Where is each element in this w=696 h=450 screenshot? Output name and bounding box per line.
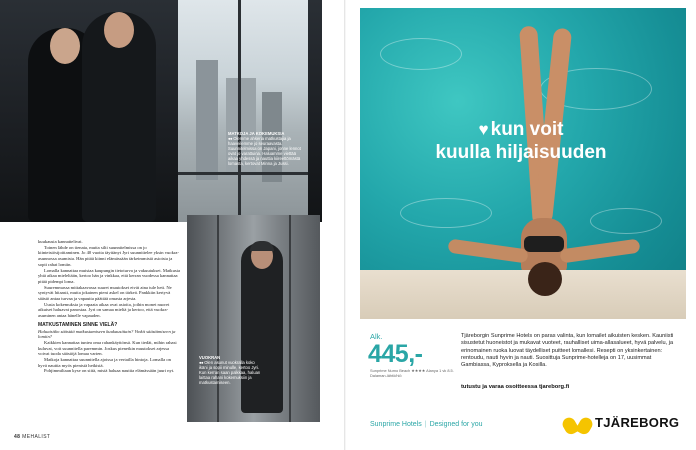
body-paragraph: Pohjimmiltaan kyse on siitä, mistä haluaa nauttia elämässään juuri nyt.	[44, 368, 175, 374]
tjareborg-logo	[567, 412, 679, 432]
heart-logo-icon	[567, 413, 591, 431]
photo-caption-top	[228, 131, 302, 166]
photo-caption-bottom	[199, 355, 261, 385]
price-prefix: Alk.	[370, 332, 383, 341]
logo-wordmark: TJÄREBORG	[595, 414, 680, 430]
ad-copy: Tjäreborgin Sunprime Hotels on paras valinta, kun lomailet aikuisten kesken. Kauniisti sisustetut huoneistot ja mukavat vuoteet, rauhalliset uima-allasalueet, hyvä palvelu, ja erinomainen ruoka luovat täydelliset puitteet lomallesi. Resepti on yksinkertainen: rentoudu, nauti hyvin ja nauti. Suosittuja Sunprime-hotelleja on 17, uusimmat Gambiassa, Kyproksella ja Kosilla.	[461, 333, 674, 369]
price-note: Sunprime Numo Beach ★★★★ Alanya 1 vk 8.5. Dalaman-lähtö/hlö	[370, 368, 454, 378]
body-paragraph: kuukausia kannattelivat.	[38, 239, 83, 244]
swimmer-head	[528, 262, 562, 296]
pool-edge	[360, 270, 686, 319]
body-paragraph: Kaikkien kannattaa tuntea oma rahankäyttönsä. Kun tiedät, mihin rahasi kuluvat, voit suunnitella paremmin. Joskus pienetkin muutokset arjessa voivat tuoda säästöjä lomaa varten.	[38, 339, 177, 357]
headline-line-1: kun voit	[490, 119, 564, 140]
window-cityscape	[178, 0, 308, 222]
section-lead: Haluaisitko säästää matkustamiseen kuukausittain? Vinkit säästämiseen ja lomiin?	[38, 328, 176, 340]
ad-cta-link[interactable]: tutustu ja varaa osoitteessa tjareborg.fi	[461, 384, 570, 390]
body-paragraph: Lomalla kannattaa muistaa kaupungin tietoturva ja vakuutukset. Matkusta yhtä aikaa mieleltään, kertoo hän ja vinkkaa, että kerran vuodessa kannattaa pitää pidempi loma.	[38, 267, 180, 284]
headline-line-2: kuulla hiljaisuuden	[435, 142, 607, 163]
brand-name: Sunprime Hotels	[370, 421, 422, 428]
heart-icon: ♥	[478, 120, 489, 139]
body-paragraph: Uusia kokemuksia ja vapaata aikaa ovat asioita, joihin monet nuoret aikuiset haluavat panostaa. Jyri on samaa mieltä ja kertoo, että vuokra-asuminen antaa hänelle vapauden.	[38, 301, 170, 319]
body-paragraph: Matkoja kannattaa suunnitella ajoissa ja vertailla hintoja. Lomalla on hyvä nauttia myös pienistä hetkistä.	[38, 357, 171, 368]
caption-top-dots: ●●	[228, 136, 233, 141]
ad-headline	[376, 118, 666, 164]
brand-separator: |	[424, 421, 427, 428]
page-number: 48	[14, 434, 21, 440]
body-paragraph: Suuremmassa mittakaavassa suuret muutokset eivät aina tule heti. Ne syntyvät hitaasti, mutta jokainen pieni askel on tärkeä. Pankkiin kertyvä säästö antaa turvaa ja vapautta päättää omasta arjesta.	[38, 284, 172, 302]
brand-slogan: Designed for you	[429, 421, 483, 428]
left-page	[0, 0, 346, 450]
caption-bottom-bold: VUOKRAN	[199, 355, 221, 360]
body-paragraph: Toinen lähde on tienata, mutta silti suunnitelmissa on jo kiinteistösijoittaminen. Jo 40 vuotta täyttänyt Jyri suunnittelee yksin vuokra-asunnossa asumista. Hän pitää kiinni elämässään tärkeimmistä asioista ja sopii rahat lomiin.	[38, 244, 179, 267]
caption-bottom-text: Olen asunut vuokralla koko ikäni ja sopii minulle, kertoo Jyri. Kun kerran saan palkkaa, haluan laittaa rahani kokemuksiin ja matkustamiseen.	[199, 360, 261, 385]
caption-top-text: Olemme ahkeria matkustajia ja haaveilemme jo seuraavasta. Suunnitelmissa on Japani, jonne lennot ovat jo varattuina. Haluamme viettää aikaa yhdessä ja nauttia kiireettömästä lomasta, kertovat Minna ja Jussi.	[228, 136, 301, 166]
caption-bottom-dots: ●●	[199, 360, 204, 365]
page-folio	[14, 434, 50, 440]
price-value: 445,-	[368, 340, 423, 368]
person-elevator	[241, 243, 283, 413]
caption-top-bold: MATKOJA JA KOKEMUKSIA	[228, 131, 285, 136]
person-man	[82, 12, 156, 222]
right-page-ad	[346, 0, 696, 450]
elevator-man-photo	[187, 215, 320, 422]
brand-tagline	[370, 421, 483, 428]
section-heading: MATKUSTAMINEN SINNE VIELÄ?	[38, 321, 118, 328]
magazine-name: MEHALIST	[22, 434, 51, 440]
article-body	[38, 239, 180, 374]
office-couple-photo	[0, 0, 322, 222]
